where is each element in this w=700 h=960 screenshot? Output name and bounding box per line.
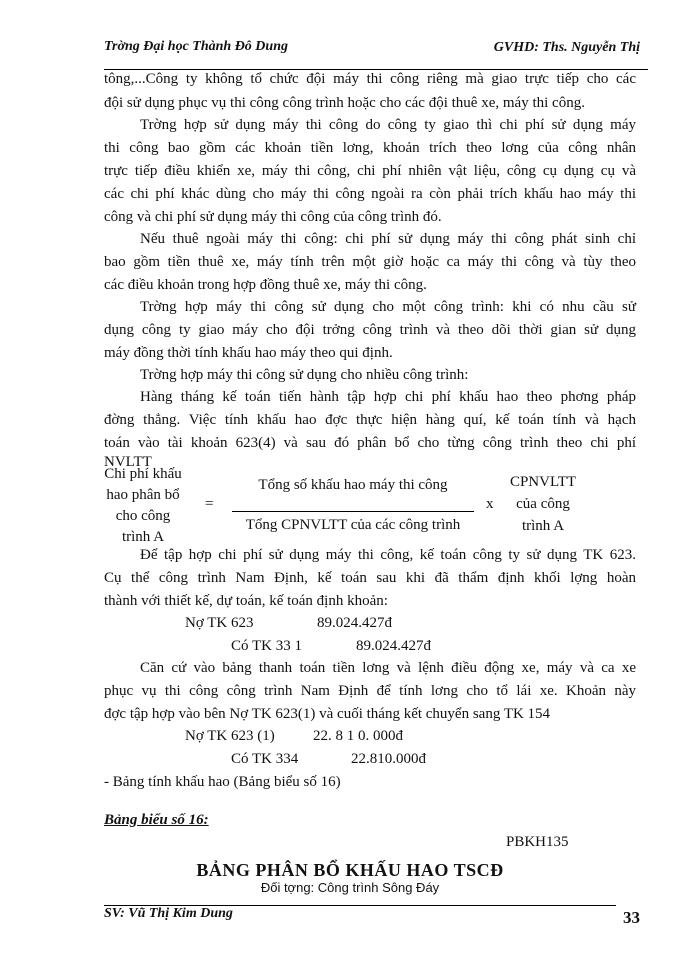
table-caption: Bảng biểu số 16: xyxy=(104,812,209,828)
table-subtitle: Đối tợng: Công trình Sông Đáy xyxy=(260,880,440,895)
paragraph-line: đờng thẳng. Việc tính khấu hao đợc thực hiện hàng quí, kế toán tính và hạch xyxy=(104,412,636,428)
paragraph-line: dụng công ty giao máy cho đội trởng công trình và theo dõi thời gian sử dụng xyxy=(104,322,636,338)
paragraph-line: Hàng tháng kế toán tiến hành tập hợp chi phí khấu hao theo phơng pháp xyxy=(140,389,636,405)
header-divider xyxy=(104,69,648,70)
formula-lhs-line: cho công xyxy=(115,508,171,524)
footer-student: SV: Vũ Thị Kim Dung xyxy=(104,906,233,921)
paragraph-line: toán vào tài khoản 623(4) và sau đó phân bổ cho từng công trình theo chi phí xyxy=(104,435,636,451)
paragraph-line: đội sử dụng phục vụ thi công công trình hoặc cho các đội thuê xe, máy thi công. xyxy=(104,95,585,111)
paragraph-line: NVLTT xyxy=(104,454,152,470)
entry-debit-amount: 89.024.427đ xyxy=(317,615,392,631)
paragraph-line: bao gồm tiền thuê xe, máy tính trên một giờ hoặc ca máy thi công và tùy theo xyxy=(104,254,636,270)
paragraph-line: công và chi phí sử dụng máy thi công của công trình đó. xyxy=(104,209,442,225)
paragraph-line: máy đồng thời tính khấu hao máy theo qui định. xyxy=(104,345,393,361)
paragraph-line: Trờng hợp sử dụng máy thi công do công ty giao thì chi phí sử dụng máy xyxy=(140,117,636,133)
paragraph-line: thi công bao gồm các khoản tiền lơng, khoản trích theo lơng của công nhân xyxy=(104,140,636,156)
header-school: Trờng Đại học Thành Đô Dung xyxy=(104,39,288,54)
entry-debit-amount: 22. 8 1 0. 000đ xyxy=(313,728,403,744)
paragraph-line: Nếu thuê ngoài máy thi công: chi phí sử dụng máy thi công phát sinh chỉ xyxy=(140,231,636,247)
formula-denominator: Tổng CPNVLTT của các công trình xyxy=(245,517,461,533)
entry-credit-amount: 22.810.000đ xyxy=(351,751,426,767)
formula-lhs-line: Chi phí khấu xyxy=(104,466,182,482)
formula-numerator: Tổng số khấu hao máy thi công xyxy=(258,477,448,493)
paragraph-line: Để tập hợp chi phí sử dụng máy thi công, kế toán công ty sử dụng TK 623. xyxy=(140,547,636,563)
fraction-bar xyxy=(232,511,474,512)
table-title: BẢNG PHÂN BỔ KHẤU HAO TSCĐ xyxy=(196,860,504,880)
paragraph-line: thành với thiết kế, dự toán, kế toán định khoản: xyxy=(104,593,388,609)
paragraph-line: Căn cứ vào bảng thanh toán tiền lơng và lệnh điều động xe, máy và ca xe xyxy=(140,660,636,676)
formula-lhs-line: trình A xyxy=(121,529,165,545)
entry-credit-amount: 89.024.427đ xyxy=(356,638,431,654)
formula-equals: = xyxy=(205,496,214,512)
paragraph-line: Trờng hợp máy thi công sử dụng cho nhiều công trình: xyxy=(140,367,469,383)
paragraph-line: phục vụ thi công công trình Nam Định để tính lơng cho tổ lái xe. Khoản này xyxy=(104,683,636,699)
entry-credit-label: Có TK 334 xyxy=(231,751,299,767)
entry-debit-label: Nợ TK 623 xyxy=(185,615,254,631)
entry-credit-label: Có TK 33 1 xyxy=(231,638,302,654)
paragraph-line: đợc tập hợp vào bên Nợ TK 623(1) và cuối tháng kết chuyển sang TK 154 xyxy=(104,706,551,722)
formula-lhs-line: hao phân bổ xyxy=(106,487,180,503)
paragraph-line: Cụ thể công trình Nam Định, kế toán sau khi đã thẩm định khối lợng hoàn xyxy=(104,570,636,586)
header-supervisor: GVHD: Ths. Nguyễn Thị xyxy=(493,40,640,55)
formula-rhs-line: CPNVLTT xyxy=(509,474,577,490)
formula-rhs-line: của công xyxy=(516,496,570,512)
paragraph-line: Trờng hợp máy thi công sử dụng cho một công trình: khi có nhu cầu sử xyxy=(140,299,636,315)
paragraph-line: các điều khoản trong hợp đồng thuê xe, máy thi công. xyxy=(104,277,427,293)
paragraph-line: - Bảng tính khấu hao (Bảng biểu số 16) xyxy=(104,774,341,790)
entry-debit-label: Nợ TK 623 (1) xyxy=(185,728,275,744)
page-number: 33 xyxy=(623,908,640,927)
paragraph-line: tông,...Công ty không tổ chức đội máy thi công riêng mà giao trực tiếp cho các xyxy=(104,71,636,87)
paragraph-line: trực tiếp điều khiển xe, máy thi công, chi phí nhiên vật liệu, công cụ dụng cụ và xyxy=(104,163,636,179)
formula-times: x xyxy=(486,496,494,512)
table-code: PBKH135 xyxy=(506,834,569,850)
formula-rhs-line: trình A xyxy=(521,518,565,534)
paragraph-line: các chi phí khác dùng cho máy thi công ngoài ra còn phải trích khấu hao máy thi xyxy=(104,186,636,202)
